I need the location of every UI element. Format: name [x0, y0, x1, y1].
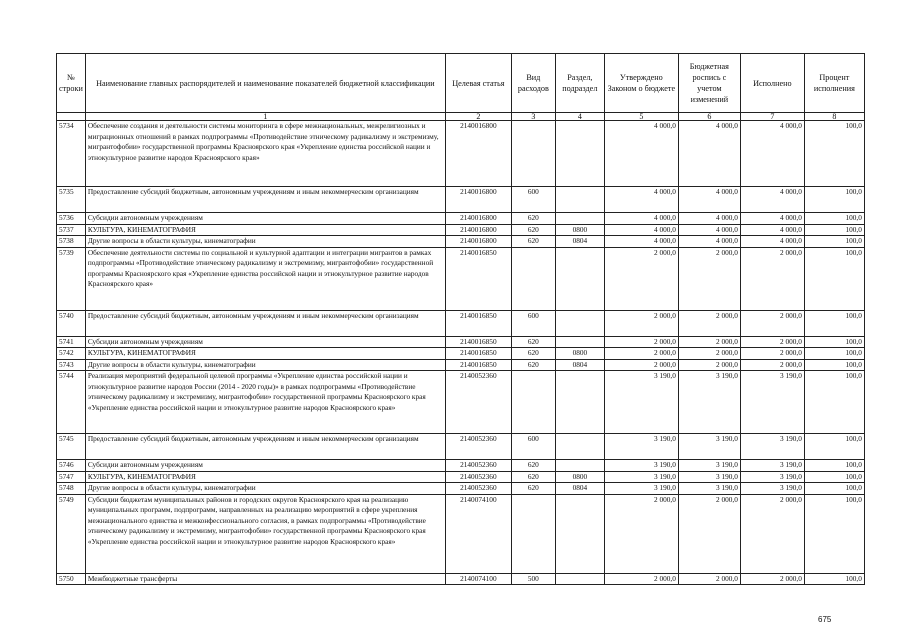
row-budget: 3 190,0 — [678, 371, 740, 434]
row-budget: 2 000,0 — [678, 573, 740, 585]
row-name: Реализация мероприятий федеральной целевой программы «Укрепление единства российской нации и этнокультурное развитие народов России (2014 - 2020 годы)» в рамках подпрограммы «Противодействие этническому радикализму и экстремизму, мигрантофобии» государственной программы Красноярского края «Укрепление единства российской нации и этнокультурное развитие народов Красноярского края» — [85, 371, 445, 434]
row-number: 5747 — [57, 471, 86, 483]
row-section — [555, 121, 604, 187]
row-approved: 4 000,0 — [604, 187, 678, 213]
row-name: Субсидии автономным учреждениям — [85, 336, 445, 348]
row-name: Субсидии бюджетам муниципальных районов и городских округов Красноярского края на реализацию муниципальных программ, подпрограмм, направленных на реализацию мероприятий в сфере укрепления межнационального единства и межконфессионального согласия, в рамках подпрограммы «Противодействие этническому радикализму и экстремизму, мигрантофобии» государственной программы Красноярского края «Укрепление единства российской нации и этнокультурное развитие народов Красноярского края» — [85, 494, 445, 573]
row-number: 5739 — [57, 247, 86, 310]
row-budget: 2 000,0 — [678, 247, 740, 310]
row-section — [555, 460, 604, 472]
row-section — [555, 336, 604, 348]
row-section — [555, 310, 604, 336]
row-executed: 3 190,0 — [740, 471, 804, 483]
row-percent: 100,0 — [804, 187, 864, 213]
row-kind — [511, 247, 555, 310]
row-target: 2140074100 — [445, 494, 511, 573]
column-number: 1 — [85, 113, 445, 121]
row-name: Субсидии автономным учреждениям — [85, 460, 445, 472]
row-name: КУЛЬТУРА, КИНЕМАТОГРАФИЯ — [85, 471, 445, 483]
row-percent: 100,0 — [804, 434, 864, 460]
column-number: 4 — [555, 113, 604, 121]
table-row — [57, 359, 865, 371]
table-body — [57, 121, 865, 585]
row-section — [555, 573, 604, 585]
row-percent: 100,0 — [804, 236, 864, 248]
table-row — [57, 348, 865, 360]
row-kind: 620 — [511, 348, 555, 360]
row-target: 2140052360 — [445, 371, 511, 434]
row-kind: 620 — [511, 471, 555, 483]
row-approved: 2 000,0 — [604, 348, 678, 360]
row-name: Межбюджетные трансферты — [85, 573, 445, 585]
page-number: 675 — [818, 615, 832, 624]
header-executed: Исполнено — [740, 54, 804, 113]
row-approved: 4 000,0 — [604, 236, 678, 248]
row-target: 2140016800 — [445, 187, 511, 213]
row-target: 2140016800 — [445, 224, 511, 236]
row-number: 5736 — [57, 213, 86, 225]
row-section: 0804 — [555, 483, 604, 495]
row-kind — [511, 121, 555, 187]
table-row — [57, 471, 865, 483]
row-section — [555, 434, 604, 460]
row-target: 2140016800 — [445, 213, 511, 225]
row-section — [555, 247, 604, 310]
row-target: 2140016800 — [445, 236, 511, 248]
row-name: Субсидии автономным учреждениям — [85, 213, 445, 225]
row-target: 2140052360 — [445, 460, 511, 472]
row-executed: 3 190,0 — [740, 460, 804, 472]
row-name: Предоставление субсидий бюджетным, автономным учреждениям и иным некоммерческим организациям — [85, 310, 445, 336]
column-number: 6 — [678, 113, 740, 121]
row-target: 2140016850 — [445, 310, 511, 336]
row-percent: 100,0 — [804, 494, 864, 573]
row-name: Обеспечение деятельности системы по социальной и культурной адаптации и интеграции мигрантов в рамках подпрограммы «Противодействие этническому радикализму и экстремизму, мигрантофобии» государственной программы Красноярского края «Укрепление единства российской нации и этнокультурное развитие народов Красноярского края» — [85, 247, 445, 310]
row-budget: 4 000,0 — [678, 236, 740, 248]
row-budget: 3 190,0 — [678, 471, 740, 483]
row-section: 0800 — [555, 224, 604, 236]
table-row — [57, 460, 865, 472]
row-budget: 3 190,0 — [678, 434, 740, 460]
row-number: 5734 — [57, 121, 86, 187]
header-row-number: № строки — [57, 54, 86, 113]
row-number: 5746 — [57, 460, 86, 472]
row-approved: 4 000,0 — [604, 224, 678, 236]
row-percent: 100,0 — [804, 460, 864, 472]
table-row — [57, 434, 865, 460]
row-approved: 2 000,0 — [604, 573, 678, 585]
row-number: 5740 — [57, 310, 86, 336]
column-number-row — [57, 113, 865, 121]
row-kind: 600 — [511, 434, 555, 460]
row-executed: 2 000,0 — [740, 494, 804, 573]
header-approved: Утверждено Законом о бюджете — [604, 54, 678, 113]
row-approved: 4 000,0 — [604, 213, 678, 225]
row-percent: 100,0 — [804, 121, 864, 187]
table-row — [57, 310, 865, 336]
row-section: 0804 — [555, 236, 604, 248]
row-name: Предоставление субсидий бюджетным, автономным учреждениям и иным некоммерческим организациям — [85, 187, 445, 213]
row-section — [555, 213, 604, 225]
row-name: Другие вопросы в области культуры, кинематографии — [85, 359, 445, 371]
column-number: 5 — [604, 113, 678, 121]
row-executed: 2 000,0 — [740, 573, 804, 585]
row-budget: 3 190,0 — [678, 460, 740, 472]
row-kind: 620 — [511, 460, 555, 472]
header-kind: Вид расходов — [511, 54, 555, 113]
table-row — [57, 224, 865, 236]
row-budget: 2 000,0 — [678, 348, 740, 360]
row-name: Другие вопросы в области культуры, кинематографии — [85, 236, 445, 248]
table-row — [57, 483, 865, 495]
row-section: 0800 — [555, 348, 604, 360]
row-budget: 2 000,0 — [678, 359, 740, 371]
column-number — [57, 113, 86, 121]
row-budget: 2 000,0 — [678, 494, 740, 573]
row-name: Предоставление субсидий бюджетным, автономным учреждениям и иным некоммерческим организациям — [85, 434, 445, 460]
row-executed: 2 000,0 — [740, 310, 804, 336]
row-number: 5749 — [57, 494, 86, 573]
header-section: Раздел, подраздел — [555, 54, 604, 113]
row-kind — [511, 494, 555, 573]
row-executed: 2 000,0 — [740, 348, 804, 360]
row-budget: 4 000,0 — [678, 224, 740, 236]
table-row — [57, 371, 865, 434]
table-row — [57, 121, 865, 187]
row-executed: 4 000,0 — [740, 213, 804, 225]
row-approved: 3 190,0 — [604, 434, 678, 460]
row-target: 2140016800 — [445, 121, 511, 187]
row-approved: 2 000,0 — [604, 494, 678, 573]
row-kind: 500 — [511, 573, 555, 585]
table-header-row — [57, 54, 865, 113]
row-percent: 100,0 — [804, 483, 864, 495]
row-percent: 100,0 — [804, 348, 864, 360]
row-section — [555, 187, 604, 213]
row-executed: 4 000,0 — [740, 224, 804, 236]
row-percent: 100,0 — [804, 247, 864, 310]
row-number: 5743 — [57, 359, 86, 371]
row-budget: 4 000,0 — [678, 121, 740, 187]
header-percent: Процент исполнения — [804, 54, 864, 113]
row-number: 5748 — [57, 483, 86, 495]
row-approved: 2 000,0 — [604, 310, 678, 336]
row-name: Другие вопросы в области культуры, кинематографии — [85, 483, 445, 495]
table-row — [57, 336, 865, 348]
row-target: 2140052360 — [445, 471, 511, 483]
row-percent: 100,0 — [804, 371, 864, 434]
row-number: 5735 — [57, 187, 86, 213]
row-name: КУЛЬТУРА, КИНЕМАТОГРАФИЯ — [85, 348, 445, 360]
row-executed: 2 000,0 — [740, 336, 804, 348]
row-name: Обеспечение создания и деятельности системы мониторинга в сфере межнациональных, межрелигиозных и миграционных отношений в рамках подпрограммы «Противодействие этническому радикализму и экстремизму, мигрантофобии» государственной программы Красноярского края «Укрепление единства российской нации и этнокультурное развитие народов Красноярского края» — [85, 121, 445, 187]
row-kind: 620 — [511, 224, 555, 236]
column-number: 7 — [740, 113, 804, 121]
row-approved: 2 000,0 — [604, 336, 678, 348]
row-executed: 3 190,0 — [740, 371, 804, 434]
row-target: 2140016850 — [445, 359, 511, 371]
row-kind: 620 — [511, 336, 555, 348]
row-approved: 3 190,0 — [604, 371, 678, 434]
row-target: 2140016850 — [445, 336, 511, 348]
row-budget: 2 000,0 — [678, 336, 740, 348]
table-row — [57, 247, 865, 310]
row-kind: 600 — [511, 187, 555, 213]
row-target: 2140052360 — [445, 483, 511, 495]
row-executed: 3 190,0 — [740, 483, 804, 495]
row-kind: 620 — [511, 483, 555, 495]
table-row — [57, 187, 865, 213]
row-percent: 100,0 — [804, 310, 864, 336]
row-approved: 3 190,0 — [604, 483, 678, 495]
table-row — [57, 494, 865, 573]
row-number: 5744 — [57, 371, 86, 434]
row-executed: 4 000,0 — [740, 236, 804, 248]
header-budget: Бюджетная роспись с учетом изменений — [678, 54, 740, 113]
row-budget: 4 000,0 — [678, 213, 740, 225]
table-row — [57, 236, 865, 248]
row-kind: 600 — [511, 310, 555, 336]
row-percent: 100,0 — [804, 573, 864, 585]
row-section — [555, 371, 604, 434]
header-name: Наименование главных распорядителей и наименование показателей бюджетной классификации — [85, 54, 445, 113]
row-number: 5745 — [57, 434, 86, 460]
row-number: 5738 — [57, 236, 86, 248]
row-target: 2140074100 — [445, 573, 511, 585]
row-percent: 100,0 — [804, 213, 864, 225]
row-section — [555, 494, 604, 573]
row-target: 2140052360 — [445, 434, 511, 460]
row-executed: 2 000,0 — [740, 247, 804, 310]
budget-table — [56, 53, 865, 585]
row-executed: 4 000,0 — [740, 121, 804, 187]
row-approved: 2 000,0 — [604, 359, 678, 371]
column-number: 3 — [511, 113, 555, 121]
row-kind: 620 — [511, 359, 555, 371]
row-executed: 2 000,0 — [740, 359, 804, 371]
row-budget: 3 190,0 — [678, 483, 740, 495]
row-approved: 3 190,0 — [604, 460, 678, 472]
row-budget: 4 000,0 — [678, 187, 740, 213]
table-row — [57, 573, 865, 585]
row-kind — [511, 371, 555, 434]
row-target: 2140016850 — [445, 348, 511, 360]
row-percent: 100,0 — [804, 471, 864, 483]
row-approved: 2 000,0 — [604, 247, 678, 310]
column-number: 2 — [445, 113, 511, 121]
row-executed: 4 000,0 — [740, 187, 804, 213]
row-percent: 100,0 — [804, 359, 864, 371]
row-name: КУЛЬТУРА, КИНЕМАТОГРАФИЯ — [85, 224, 445, 236]
header-target: Целевая статья — [445, 54, 511, 113]
row-approved: 3 190,0 — [604, 471, 678, 483]
row-number: 5750 — [57, 573, 86, 585]
row-kind: 620 — [511, 236, 555, 248]
table-row — [57, 213, 865, 225]
row-section: 0804 — [555, 359, 604, 371]
row-percent: 100,0 — [804, 224, 864, 236]
row-percent: 100,0 — [804, 336, 864, 348]
row-target: 2140016850 — [445, 247, 511, 310]
row-approved: 4 000,0 — [604, 121, 678, 187]
row-number: 5741 — [57, 336, 86, 348]
row-number: 5742 — [57, 348, 86, 360]
row-budget: 2 000,0 — [678, 310, 740, 336]
row-section: 0800 — [555, 471, 604, 483]
row-kind: 620 — [511, 213, 555, 225]
column-number: 8 — [804, 113, 864, 121]
row-number: 5737 — [57, 224, 86, 236]
row-executed: 3 190,0 — [740, 434, 804, 460]
